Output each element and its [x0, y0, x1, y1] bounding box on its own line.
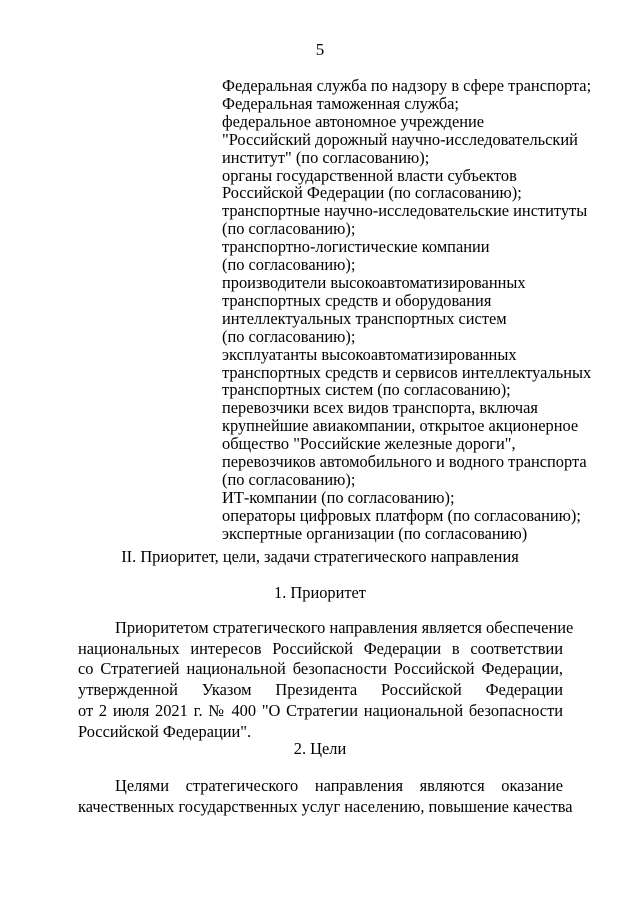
list-item: эксплуатанты высокоавтоматизированных [222, 344, 517, 364]
goals-heading: 2. Цели [293, 739, 347, 758]
list-item: Российской Федерации (по согласованию); [222, 183, 522, 203]
paragraph-line: национальных интересов Российской Федерации в соответствии [78, 638, 563, 658]
section-heading: II. Приоритет, цели, задачи стратегического направления [121, 547, 519, 566]
list-item: перевозчиков автомобильного и водного транспорта [222, 452, 587, 472]
list-item: перевозчики всех видов транспорта, включая [222, 398, 538, 418]
list-item: Федеральная служба по надзору в сфере транспорта; [222, 76, 592, 95]
list-item: транспортных средств и оборудования [222, 290, 492, 310]
paragraph-line: со Стратегией национальной безопасности Российской Федерации, [78, 659, 563, 679]
list-item: транспортных систем (по согласованию); [222, 380, 511, 400]
participants-list [222, 77, 592, 543]
list-item: институт" (по согласованию); [222, 147, 430, 167]
list-item: экспертные организации (по согласованию) [222, 523, 528, 543]
priority-paragraph [78, 618, 574, 742]
list-item: крупнейшие авиакомпании, открытое акционерное [222, 416, 579, 436]
paragraph-line: от 2 июля 2021 г. № 400 "О Стратегии национальной безопасности [78, 700, 563, 720]
list-item: (по согласованию); [222, 469, 356, 489]
list-item: производители высокоавтоматизированных [222, 272, 526, 292]
paragraph-line: Приоритетом стратегического направления является обеспечение [115, 618, 574, 637]
list-item: (по согласованию); [222, 255, 356, 275]
page-number: 5 [315, 40, 325, 59]
list-item: транспортные научно-исследовательские институты [222, 201, 588, 221]
paragraph-line: Российской Федерации". [78, 721, 252, 741]
list-item: ИТ-компании (по согласованию); [222, 487, 455, 507]
list-item: общество "Российские железные дороги", [222, 434, 516, 454]
goals-paragraph [78, 776, 573, 817]
list-item: органы государственной власти субъектов [222, 165, 517, 185]
list-item: операторы цифровых платформ (по согласованию); [222, 505, 581, 525]
paragraph-line: утвержденной Указом Президента Российской Федерации [78, 680, 563, 700]
list-item: транспортно-логистические компании [222, 237, 490, 257]
priority-heading: 1. Приоритет [274, 583, 366, 602]
list-item: (по согласованию); [222, 219, 356, 239]
paragraph-line: Целями стратегического направления являются оказание [115, 776, 563, 795]
list-item: Федеральная таможенная служба; [222, 93, 459, 113]
list-item: "Российский дорожный научно-исследовательский [222, 129, 578, 149]
list-item: (по согласованию); [222, 326, 356, 346]
list-item: транспортных средств и сервисов интеллектуальных [222, 362, 592, 382]
list-item: интеллектуальных транспортных систем [222, 308, 507, 328]
paragraph-line: качественных государственных услуг населению, повышение качества [78, 796, 573, 816]
list-item: федеральное автономное учреждение [222, 111, 485, 131]
